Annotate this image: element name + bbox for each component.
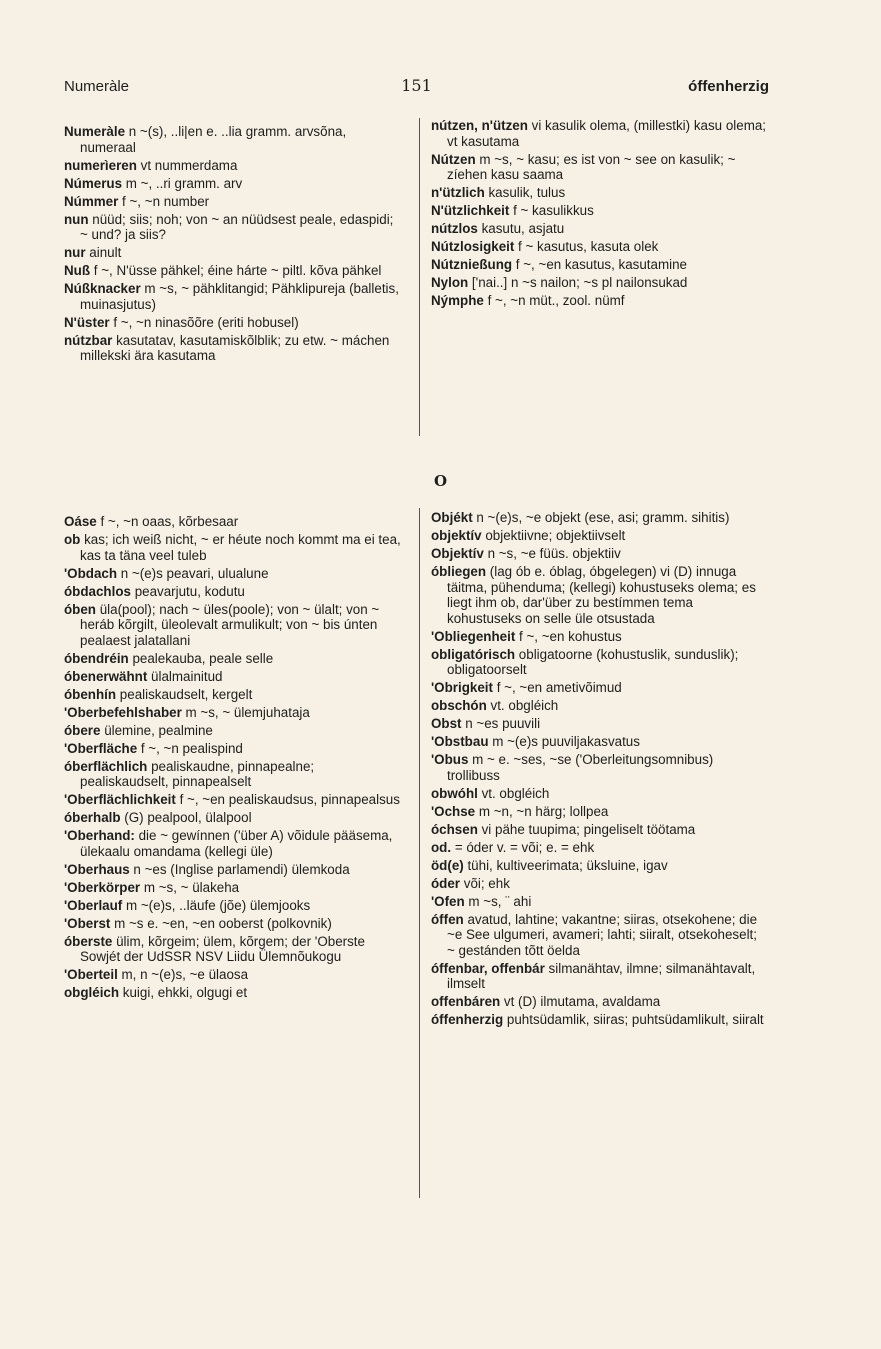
entry-headword: óben [64,601,96,617]
entry-headword: od. [431,839,452,855]
dictionary-entry [431,680,768,696]
entry-headword: obwóhl [431,785,478,801]
dictionary-entry [431,858,768,874]
entry-definition: die ~ gewínnen ('über A) võidule pääsema, ülekaalu omandama (kellegi üle) [80,828,393,859]
dictionary-entry [431,185,768,201]
entry-definition: avatud, lahtine; vakantne; siiras, otsekohene; die ~e See ulgumeri, avameri; lahti; siiralt, otsekoheselt; ~ gestánden tõtt öelda [447,911,758,958]
dictionary-entry [431,961,768,992]
entry-definition: vt (D) ilmutama, avaldama [500,994,661,1009]
entry-headword: nútzlos [431,221,478,236]
dictionary-entry [431,822,768,838]
entry-definition: m ~(e)s, ..läufe (jõe) ülemjooks [122,897,311,913]
entry-definition: kasutu, asjatu [477,221,565,236]
header-left-guideword: Numeràle [64,78,130,95]
entry-definition: m ~s, ¨ ahi [464,893,532,909]
dictionary-entry [64,281,402,312]
entry-headword: öd(e) [431,857,464,873]
column-bottom-left [64,514,402,1003]
entry-definition: n ~(e)s peavari, ulualune [117,565,269,581]
entry-definition: f ~, ~en kohustus [515,628,622,644]
entry-definition: vt. obgléich [477,785,550,801]
entry-headword: Numeràle [64,124,126,139]
entry-definition: m ~ e. ~ses, ~se ('Oberleitungsomnibus) trollibuss [447,752,714,783]
entry-definition: m ~s, ~ ülemjuhataja [181,704,310,720]
entry-headword: nútzen, n'ützen [431,118,528,133]
entry-definition: ['nai..] n ~s nailon; ~s pl nailonsukad [468,275,688,290]
section-letter: O [433,472,448,490]
entry-headword: óbenhín [64,686,117,702]
entry-headword: 'Obdach [64,565,118,581]
entry-headword: objektív [431,528,482,543]
dictionary-entry [64,759,402,790]
entry-headword: óberste [64,933,113,949]
entry-headword: Objékt [431,510,473,525]
dictionary-entry [64,532,402,563]
entry-headword: 'Ofen [431,893,465,909]
dictionary-entry [431,804,768,820]
entry-definition: f ~, ~n müt., zool. nümf [483,293,625,308]
entry-headword: Númmer [64,193,119,209]
entry-definition: ülalmainitud [147,668,223,684]
entry-definition: vt nummerdama [136,157,238,173]
entry-headword: Obst [431,716,462,731]
entry-definition: kas; ich weiß nicht, ~ er héute noch kommt ma ei tea, kas ta täna veel tuleb [80,532,401,563]
entry-headword: obschón [431,698,487,713]
column-top-right [431,118,768,311]
dictionary-entry [431,546,768,562]
entry-definition: m ~s, ~ kasu; es ist von ~ see on kasulik; ~ zíehen kasu saama [447,151,736,182]
dictionary-entry [431,239,768,255]
entry-definition: vt. obgléich [486,698,559,713]
entry-headword: nur [64,245,86,260]
entry-headword: Objektív [431,546,484,561]
entry-definition: kasutatav, kasutamiskõlblik; zu etw. ~ máchen millekski ära kasutama [80,332,390,363]
entry-headword: numerìeren [64,157,137,173]
dictionary-entry [431,564,768,626]
entry-headword: 'Oberlauf [64,897,123,913]
entry-definition: m ~s, ~ ülakeha [140,879,240,895]
entry-headword: 'Oberhaus [64,861,130,877]
entry-definition: silmanähtav, ilmne; silmanähtavalt, ilmselt [447,960,756,991]
dictionary-entry [431,629,768,645]
dictionary-entry [64,669,402,685]
entry-headword: ob [64,532,81,547]
entry-headword: óchsen [431,821,478,837]
entry-definition: m ~n, ~n härg; lollpea [475,803,609,819]
entry-definition: (G) pealpool, ülalpool [120,810,252,825]
entry-headword: óder [431,875,461,891]
dictionary-entry [431,152,768,183]
entry-headword: 'Oberhand: [64,828,135,843]
column-divider-bottom [419,508,420,1198]
dictionary-entry [431,275,768,291]
entry-headword: óbliegen [431,564,487,579]
dictionary-entry [431,734,768,750]
entry-definition: m ~s e. ~en, ~en ooberst (polkovnik) [110,915,332,931]
dictionary-entry [431,293,768,309]
entry-headword: nútzbar [64,332,113,348]
entry-headword: óberflächlich [64,758,148,774]
dictionary-entry [64,985,402,1001]
entry-definition: ülim, kõrgeim; ülem, kõrgem; der 'Oberste Sowjét der UdSSR NSV Liidu Ülemnõukogu [80,933,365,964]
dictionary-entry [64,194,402,210]
dictionary-entry [64,333,402,364]
dictionary-entry [431,510,768,526]
entry-headword: N'ützlichkeit [431,203,510,218]
dictionary-entry [64,687,402,703]
entry-headword: 'Obstbau [431,734,489,749]
dictionary-entry [431,894,768,910]
entry-definition: n ~es puuvili [461,716,541,731]
entry-headword: óbenerwähnt [64,668,148,684]
header-right-guideword: óffenherzig [688,78,769,95]
page-number: 151 [401,76,432,95]
dictionary-entry [431,752,768,783]
entry-definition: puhtsüdamlik, siiras; puhtsüdamlikult, siiralt [503,1012,764,1027]
entry-headword: 'Obliegenheit [431,628,516,644]
dictionary-entry [64,792,402,808]
column-top-left [64,124,402,366]
column-bottom-right [431,510,768,1030]
entry-definition: obligatoorne (kohustuslik, sunduslik); obligatoorselt [447,646,739,677]
entry-definition: f ~, ~n ninasõõre (eriti hobusel) [109,314,299,330]
entry-definition: n ~es (Inglise parlamendi) ülemkoda [129,861,350,877]
entry-definition: objektiivne; objektiivselt [481,528,626,543]
entry-definition: m ~(e)s puuviljakasvatus [488,734,640,749]
dictionary-entry [431,257,768,273]
entry-headword: Núßknacker [64,281,141,296]
dictionary-entry [64,176,402,192]
dictionary-entry [64,263,402,279]
entry-headword: 'Oberbefehlshaber [64,704,182,720]
entry-definition: m, n ~(e)s, ~e ülaosa [117,967,249,982]
entry-definition: (lag ób e. óblag, óbgelegen) vi (D) innuga täitma, pühenduma; (kellegi) kohustuseks olema; es liegt ihm ob, dar'über zu bestímmen tema kohustuseks on selle üle otsustada [447,564,756,626]
entry-headword: óffen [431,911,464,927]
entry-headword: Nútzlosigkeit [431,239,515,254]
entry-definition: ainult [85,245,122,260]
entry-headword: Oáse [64,514,97,529]
entry-definition: f ~, ~n pealispind [137,740,243,756]
entry-definition: vi pähe tuupima; pingeliselt töötama [477,821,696,837]
entry-definition: n ~(e)s, ~e objekt (ese, asi; gramm. sihitis) [472,510,730,525]
dictionary-entry [64,124,402,155]
dictionary-entry [64,245,402,261]
dictionary-entry [431,221,768,237]
entry-headword: óberhalb [64,810,121,825]
entry-headword: Nýmphe [431,293,484,308]
dictionary-entry [64,602,402,649]
dictionary-entry [64,880,402,896]
entry-headword: n'ützlich [431,185,485,200]
entry-headword: Nútzen [431,151,476,167]
dictionary-entry [431,647,768,678]
entry-headword: Nylon [431,275,469,290]
entry-definition: f ~, ~en pealiskaudsus, pinnapealsus [175,792,400,807]
dictionary-entry [64,651,402,667]
dictionary-entry [64,584,402,600]
entry-headword: Nútznießung [431,257,513,272]
dictionary-entry [431,528,768,544]
dictionary-entry [431,698,768,714]
dictionary-entry [64,898,402,914]
entry-headword: obgléich [64,985,120,1000]
dictionary-entry [64,741,402,757]
dictionary-entry [64,315,402,331]
entry-definition: kasulik, tulus [484,185,566,200]
dictionary-entry [431,203,768,219]
entry-definition: tühi, kultiveerimata; üksluine, igav [463,857,668,873]
dictionary-entry [431,876,768,892]
dictionary-entry [431,118,768,149]
entry-definition: m ~, ..ri gramm. arv [122,175,243,191]
entry-headword: 'Obrigkeit [431,680,493,695]
entry-definition: peavarjutu, kodutu [130,583,245,599]
dictionary-entry [64,723,402,739]
entry-headword: óbdachlos [64,583,131,599]
dictionary-entry [64,862,402,878]
entry-headword: obligatórisch [431,646,516,662]
dictionary-entry [431,786,768,802]
dictionary-entry [64,212,402,243]
entry-headword: óffenherzig [431,1012,504,1027]
entry-definition: f ~, ~en ametivõimud [492,680,622,695]
entry-definition: f ~, ~n oaas, kõrbesaar [96,514,239,529]
entry-headword: 'Oberteil [64,967,118,982]
entry-definition: f ~ kasulikkus [509,203,594,218]
entry-definition: f ~, ~en kasutus, kasutamine [512,257,687,272]
column-divider-top [419,118,420,436]
entry-definition: pealiskaudselt, kergelt [116,686,253,702]
entry-headword: 'Obus [431,752,469,767]
dictionary-entry [431,716,768,732]
entry-definition: ülemine, pealmine [100,722,213,738]
entry-headword: 'Ochse [431,803,476,819]
entry-headword: óbere [64,722,101,738]
dictionary-entry [64,828,402,859]
dictionary-entry [64,705,402,721]
entry-headword: Númerus [64,175,123,191]
entry-definition: kuigi, ehkki, olgugi et [119,985,248,1000]
entry-definition: f ~, ~n number [118,193,210,209]
entry-headword: N'üster [64,314,110,330]
entry-definition: n ~(s), ..li|en e. ..lia gramm. arvsõna, numeraal [80,124,347,155]
entry-headword: Nuß [64,263,91,278]
entry-definition: f ~ kasutus, kasuta olek [514,239,659,254]
dictionary-entry [431,1012,768,1028]
dictionary-entry [431,912,768,959]
entry-definition: pealiskaudne, pinnapealne; pealiskaudselt, pinnapealselt [80,758,315,789]
entry-headword: 'Oberst [64,915,111,931]
entry-headword: 'Oberflächlichkeit [64,792,176,807]
dictionary-entry [64,566,402,582]
dictionary-entry [64,967,402,983]
entry-headword: óbendréin [64,650,129,666]
entry-definition: pealekauba, peale selle [128,650,274,666]
entry-definition: nüüd; siis; noh; von ~ an nüüdsest peale, edaspidi; ~ und? ja siis? [80,211,394,242]
dictionary-entry [64,514,402,530]
entry-headword: nun [64,211,89,227]
entry-definition: = óder v. = või; e. = ehk [451,839,595,855]
dictionary-entry [64,158,402,174]
page-header [64,76,769,100]
entry-definition: f ~, N'üsse pähkel; éine hárte ~ piltl. kõva pähkel [90,263,382,278]
entry-headword: óffenbar, offenbár [431,960,545,976]
entry-headword: offenbáren [431,994,501,1009]
entry-definition: või; ehk [460,875,510,891]
dictionary-entry [64,916,402,932]
entry-headword: 'Oberfläche [64,740,138,756]
dictionary-entry [431,840,768,856]
dictionary-entry [64,810,402,826]
dictionary-entry [64,934,402,965]
dictionary-entry [431,994,768,1010]
entry-definition: üla(pool); nach ~ üles(poole); von ~ ülalt; von ~ heráb kõrgilt, üleolevalt armulikult; von ~ bis únten pealaest jalatallani [80,601,380,648]
entry-definition: m ~s, ~ pähklitangid; Pähklipureja (balletis, muinasjutus) [80,281,399,312]
entry-definition: vi kasulik olema, (millestki) kasu olema; vt kasutama [447,118,767,149]
entry-headword: 'Oberkörper [64,879,141,895]
entry-definition: n ~s, ~e füüs. objektiiv [483,546,621,561]
